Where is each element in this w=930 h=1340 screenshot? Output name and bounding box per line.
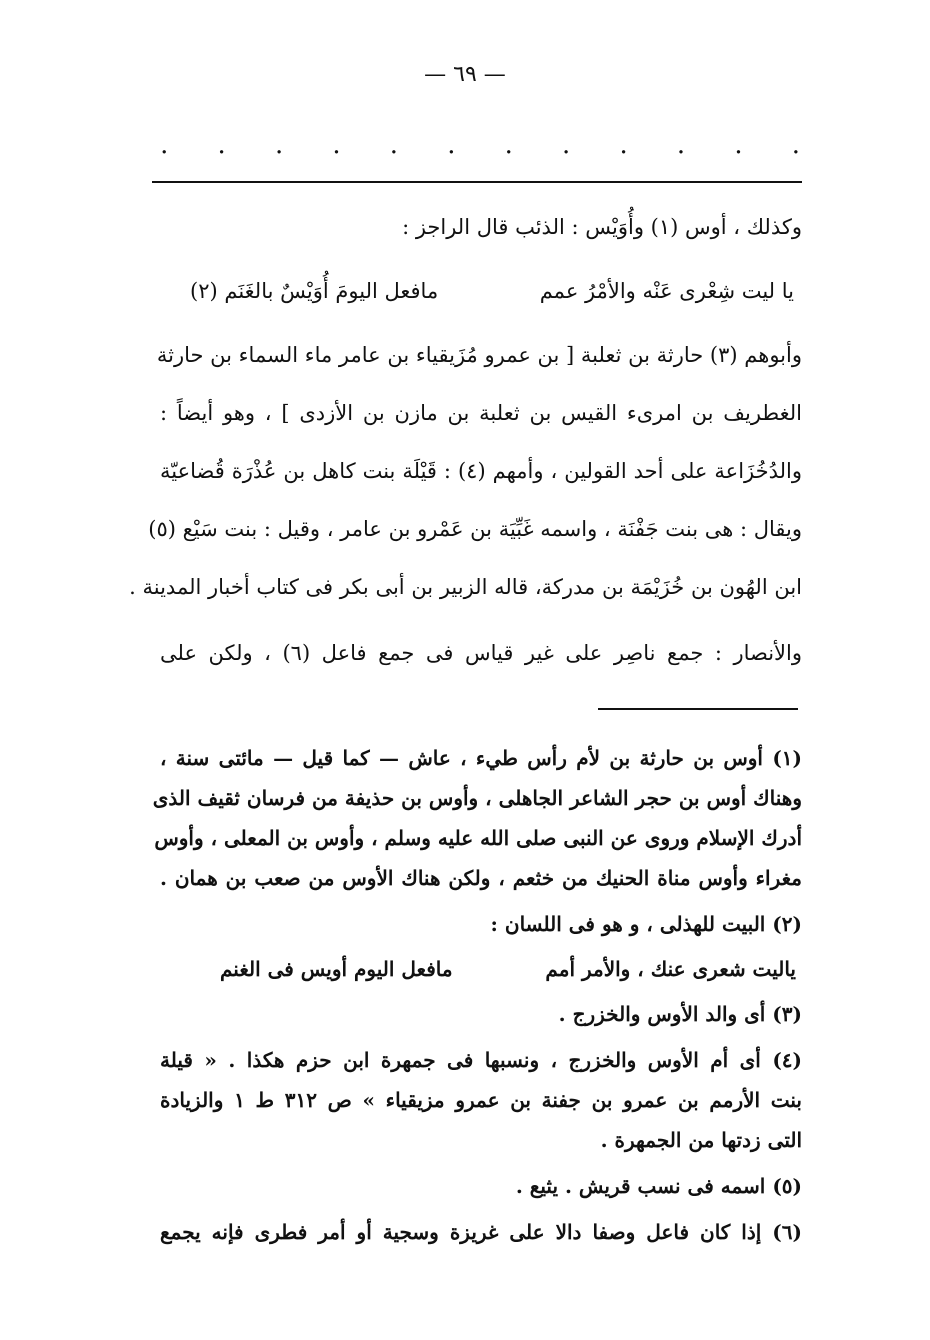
separator-dot: · bbox=[562, 138, 571, 168]
footnotes bbox=[152, 738, 802, 1252]
footnote-3-line: (٣) أى والد الأوس والخزرج . bbox=[558, 1002, 802, 1026]
paragraph-line: والدُخُزَاعة على أحد القولين ، وأمهم (٤) : قَيْلَة بنت كاهل بن عُذْرَة قُضاعيّة bbox=[160, 459, 802, 483]
main-text bbox=[129, 198, 803, 682]
footnote-1-line: وهناك أوس بن حجر الشاعر الجاهلى ، وأوس بن حذيفة من فرسان ثقيف الذى bbox=[152, 786, 802, 810]
separator-dot: · bbox=[791, 138, 800, 168]
footnote-verse-second-hemistich: مافعل اليوم أويس فى الغنم bbox=[220, 957, 453, 981]
separator-dot: · bbox=[217, 138, 226, 168]
verse-first-hemistich: يا ليت شِعْرى عَنْه والأمْرُ عمم bbox=[539, 279, 794, 303]
footnote-2-line: (٢) البيت للهذلى ، و هو فى اللسان : bbox=[490, 912, 802, 936]
paragraph-line: ابن الهُون بن خُزَيْمَة بن مدركة، قاله الزبير بن أبى بكر فى كتاب أخبار المدينة . bbox=[129, 575, 802, 599]
paragraph-line: الغطريف بن امرىء القيس بن ثعلبة بن مازن بن الأزدى ] ، وهو أيضاً : bbox=[160, 401, 802, 425]
page-number: — ٦٩ — bbox=[424, 62, 506, 87]
paragraph-gap bbox=[160, 616, 802, 624]
footnote-4-line: التى زدتها من الجمهرة . bbox=[600, 1128, 802, 1152]
separator-dot: · bbox=[504, 138, 513, 168]
verse bbox=[160, 256, 802, 326]
separator-dot: · bbox=[734, 138, 743, 168]
separator-dot: · bbox=[619, 138, 628, 168]
footnote-1-line: أدرك الإسلام وروى عن النبى صلى الله عليه وسلم ، وأوس بن المعلى ، وأوس bbox=[154, 826, 802, 850]
top-rule bbox=[152, 181, 802, 183]
separator-dot: · bbox=[676, 138, 686, 168]
verse-second-hemistich: مافعل اليومَ أُوَيْسٌ بالغَنَم (٢) bbox=[190, 279, 439, 303]
footnote-1-line: (١) أوس بن حارثة بن لأم رأس طيء ، عاش — كما قيل — مائتى سنة ، bbox=[160, 746, 802, 770]
separator-dot: · bbox=[332, 138, 341, 168]
separator-dots bbox=[160, 140, 800, 166]
footnote-4-line: بنت الأرمم بن عمرو بن جفنة بن عمرو مزيقياء » ص ٣١٢ ط ١ والزيادة bbox=[160, 1088, 802, 1112]
separator-dot: · bbox=[274, 138, 284, 168]
footnote-5-line: (٥) اسمه فى نسب قريش . يثيع . bbox=[515, 1174, 802, 1198]
paragraph-line: وأبوهم (٣) حارثة بن ثعلبة [ بن عمرو مُزَيقياء بن عامر ماء السماء بن حارثة bbox=[156, 343, 802, 367]
separator-dot: · bbox=[160, 138, 169, 168]
paragraph-line: ويقال : هى بنت جَفْنَة ، واسمه غَبِّيَة بن عَمْرو بن عامر ، وقيل : بنت سَيْع (٥) bbox=[148, 517, 802, 541]
footnote-2-verse bbox=[160, 944, 802, 994]
separator-dot: · bbox=[447, 138, 456, 168]
footnote-verse-first-hemistich: ياليت شعرى عنك ، والأمر أمم bbox=[545, 957, 796, 981]
last-line: والأنصار : جمع ناصِر على غير قياس فى جمع فاعل (٦) ، ولكن على bbox=[160, 641, 803, 665]
footnote-6-line: (٦) إذا كان فاعل وصفا دالا على غريزة وسجية أو أمر فطرى فإنه يجمع bbox=[160, 1220, 802, 1244]
footnote-1-line: مغراء وأوس مناة الحنيك من خثعم ، ولكن هناك الأوس من صعب بن همان . bbox=[160, 866, 802, 890]
separator-dot: · bbox=[389, 138, 399, 168]
footnote-rule bbox=[598, 708, 798, 710]
footnote-4-line: (٤) أى أم الأوس والخزرج ، ونسبها فى جمهرة ابن حزم هكذا . « قيلة bbox=[160, 1048, 802, 1072]
intro-line: وكذلك ، أوس (١) وأُوَيْس : الذئب قال الراجز : bbox=[402, 215, 802, 239]
